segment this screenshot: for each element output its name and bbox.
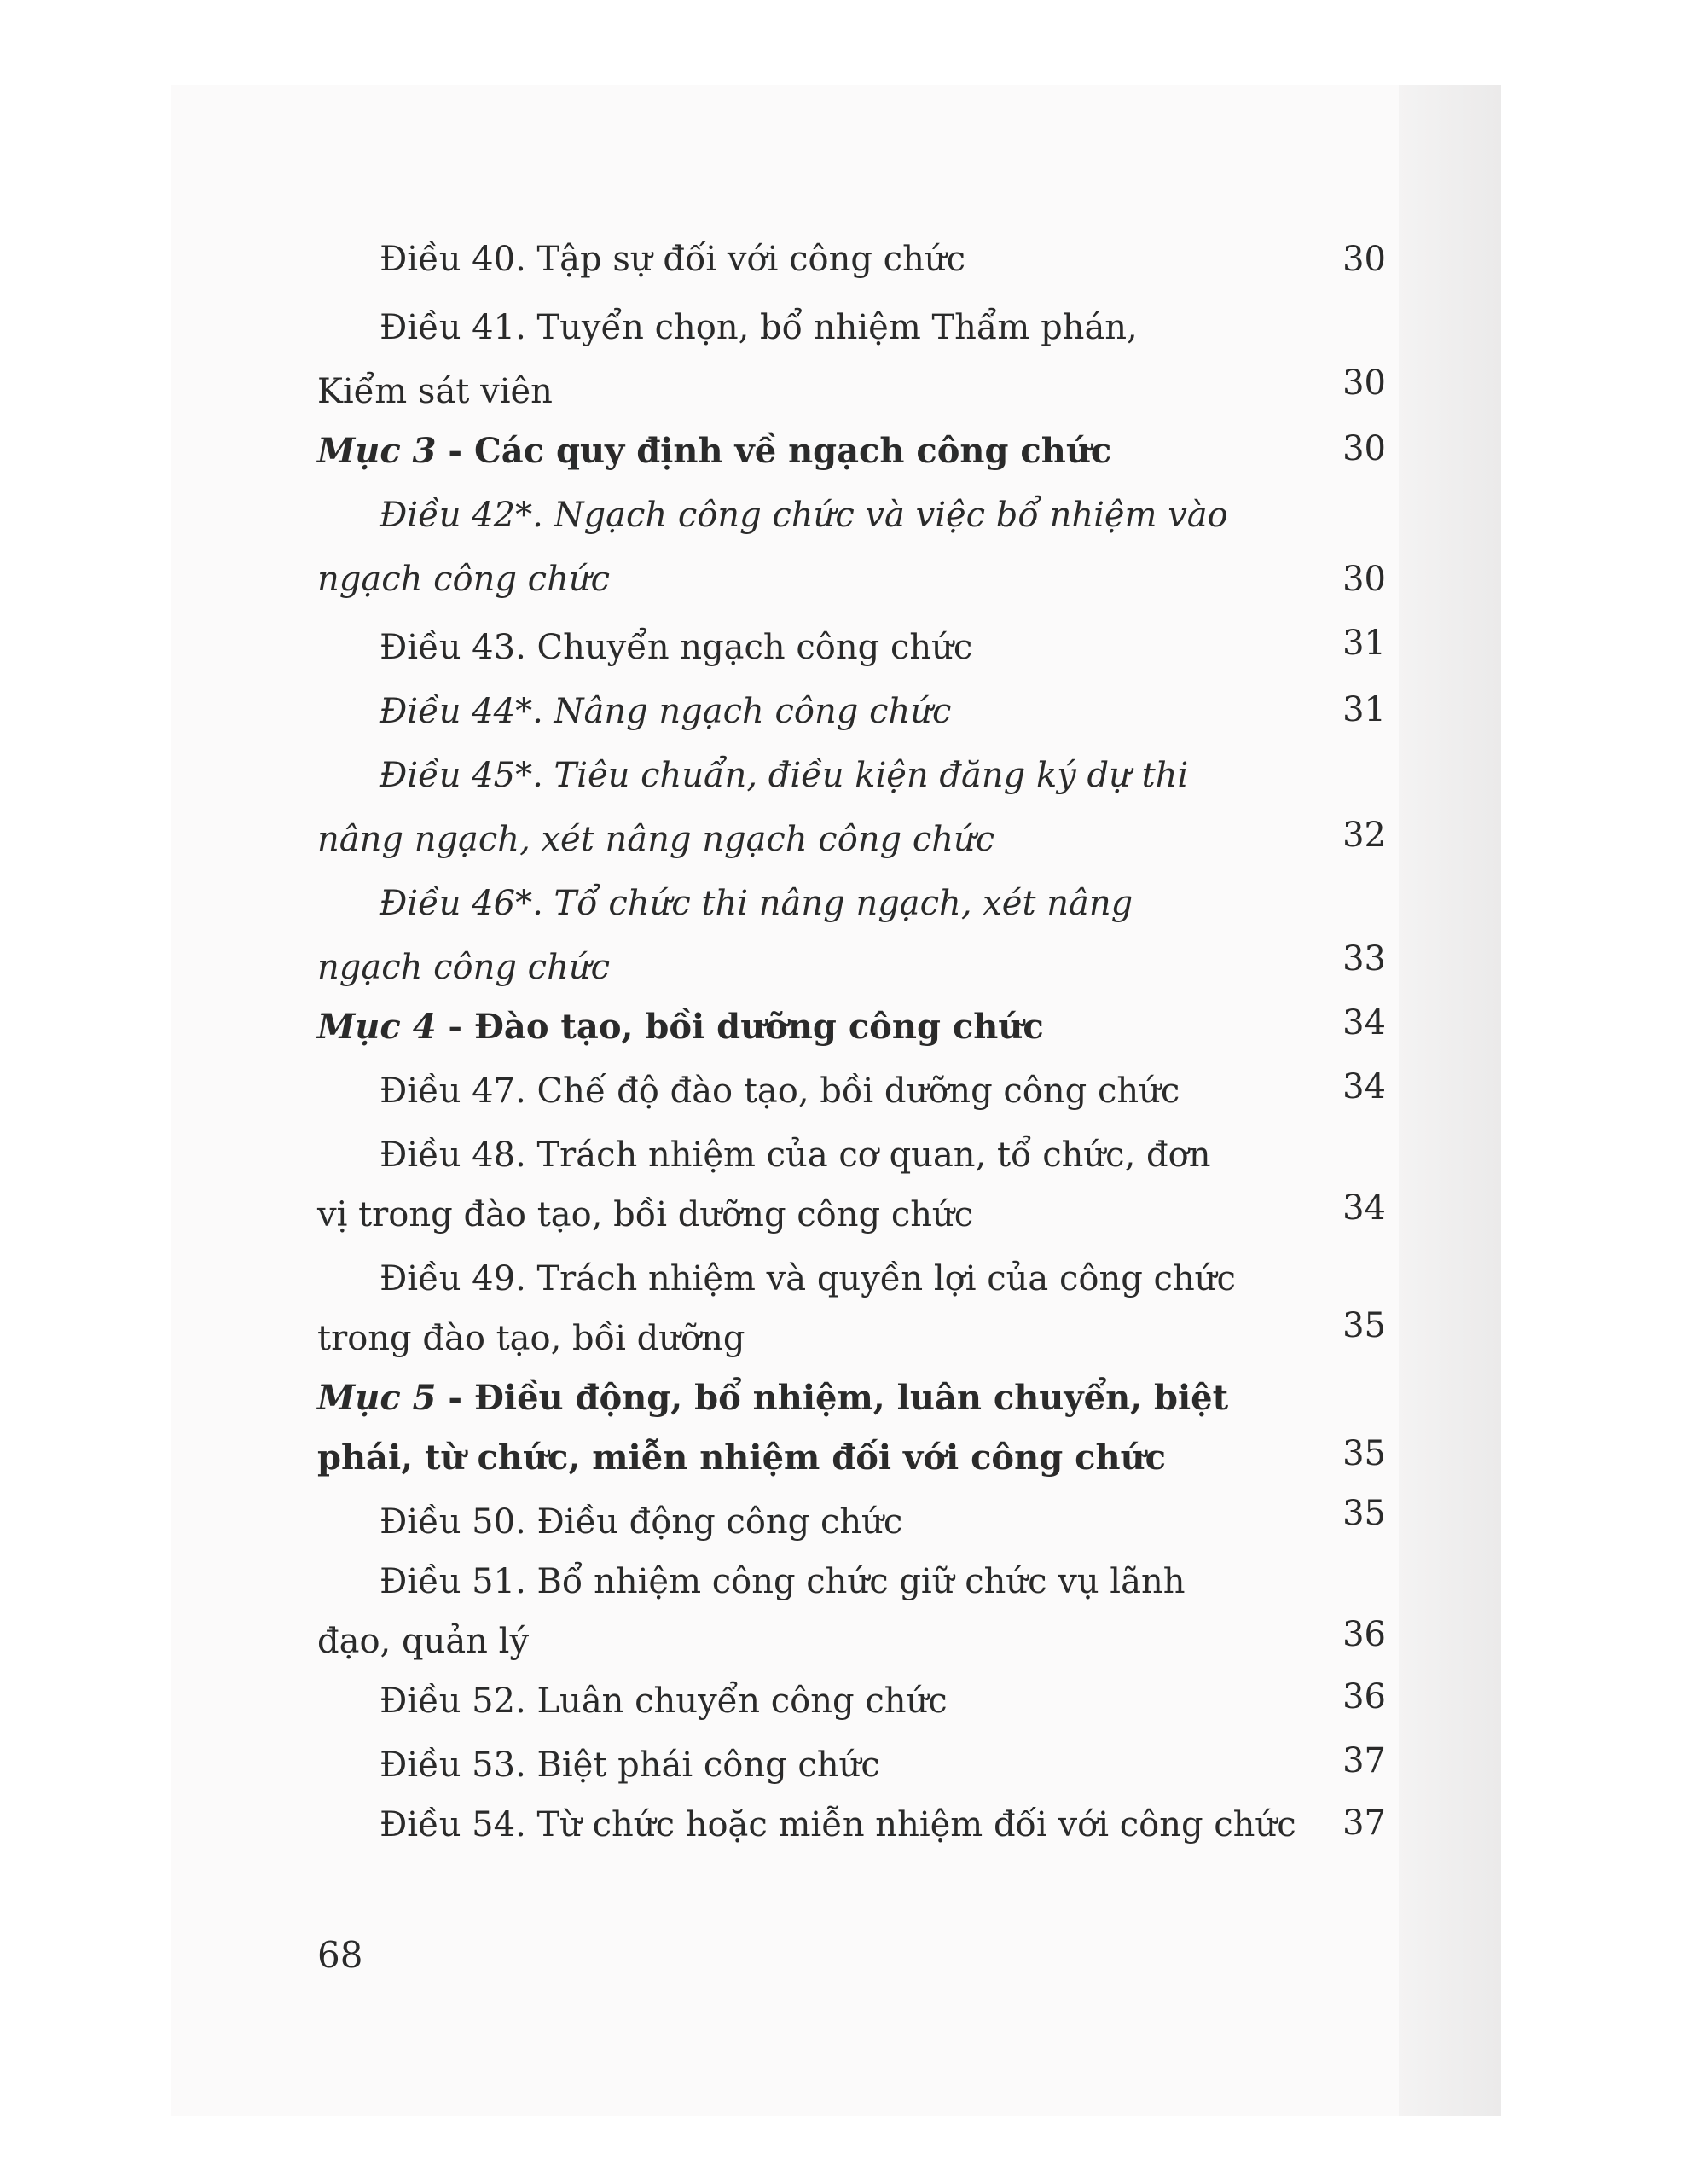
toc-page-number: 34 — [1342, 1067, 1386, 1107]
toc-page-number: 30 — [1342, 363, 1386, 403]
toc-page-number: 33 — [1342, 939, 1386, 979]
toc-page-number: 36 — [1342, 1615, 1386, 1654]
toc-entry-continuation: đạo, quản lý — [317, 1622, 530, 1661]
toc-page-number: 35 — [1342, 1306, 1386, 1345]
toc-entry: Điều 48. Trách nhiệm của cơ quan, tổ chức, đơn — [380, 1136, 1211, 1175]
toc-page-number: 36 — [1342, 1677, 1386, 1716]
toc-entry: Điều 54. Từ chức hoặc miễn nhiệm đối với công chức — [380, 1805, 1296, 1844]
toc-section-heading: Mục 3 - Các quy định về ngạch công chức — [317, 431, 1112, 471]
toc-page-number: 30 — [1342, 560, 1386, 599]
toc-entry: Điều 45*. Tiêu chuẩn, điều kiện đăng ký dự thi — [380, 756, 1189, 795]
toc-page-number: 31 — [1342, 624, 1386, 663]
toc-entry: Điều 53. Biệt phái công chức — [380, 1745, 880, 1785]
toc-entry-continuation: nâng ngạch, xét nâng ngạch công chức — [317, 820, 995, 859]
toc-entry: Điều 41. Tuyển chọn, bổ nhiệm Thẩm phán, — [380, 308, 1138, 347]
toc-entry-continuation: trong đào tạo, bồi dưỡng — [317, 1319, 745, 1358]
toc-section-heading-continuation: phái, từ chức, miễn nhiệm đối với công chức — [317, 1438, 1166, 1478]
toc-page-number: 34 — [1342, 1188, 1386, 1228]
toc-page-number: 34 — [1342, 1003, 1386, 1043]
toc-entry: Điều 46*. Tổ chức thi nâng ngạch, xét nâng — [380, 884, 1133, 923]
toc-page-number: 31 — [1342, 690, 1386, 729]
toc-entry-continuation: Kiểm sát viên — [317, 372, 553, 411]
toc-section-heading: Mục 4 - Đào tạo, bồi dưỡng công chức — [317, 1007, 1044, 1047]
toc-page-number: 37 — [1342, 1804, 1386, 1843]
toc-page-number: 35 — [1342, 1494, 1386, 1533]
toc-entry: Điều 40. Tập sự đối với công chức — [380, 240, 966, 279]
toc-entry: Điều 44*. Nâng ngạch công chức — [380, 692, 952, 731]
toc-page-number: 32 — [1342, 816, 1386, 855]
toc-page-number: 35 — [1342, 1434, 1386, 1473]
toc-page-number: 30 — [1342, 240, 1386, 279]
toc-entry: Điều 51. Bổ nhiệm công chức giữ chức vụ lãnh — [380, 1562, 1186, 1601]
toc-entry: Điều 49. Trách nhiệm và quyền lợi của công chức — [380, 1259, 1236, 1298]
toc-entry-continuation: ngạch công chức — [317, 948, 610, 987]
toc-page-number: 30 — [1342, 429, 1386, 468]
page-number: 68 — [317, 1934, 363, 1976]
toc-entry: Điều 52. Luân chuyển công chức — [380, 1682, 948, 1721]
toc-page-number: 37 — [1342, 1741, 1386, 1780]
toc-entry: Điều 50. Điều động công chức — [380, 1502, 903, 1542]
toc-entry-continuation: ngạch công chức — [317, 560, 610, 599]
toc-entry: Điều 43. Chuyển ngạch công chức — [380, 628, 973, 667]
toc-section-heading: Mục 5 - Điều động, bổ nhiệm, luân chuyển, biệt — [317, 1378, 1229, 1418]
toc-entry-continuation: vị trong đào tạo, bồi dưỡng công chức — [317, 1195, 974, 1234]
toc-entry: Điều 47. Chế độ đào tạo, bồi dưỡng công chức — [380, 1072, 1180, 1111]
toc-entry: Điều 42*. Ngạch công chức và việc bổ nhiệm vào — [380, 496, 1228, 535]
